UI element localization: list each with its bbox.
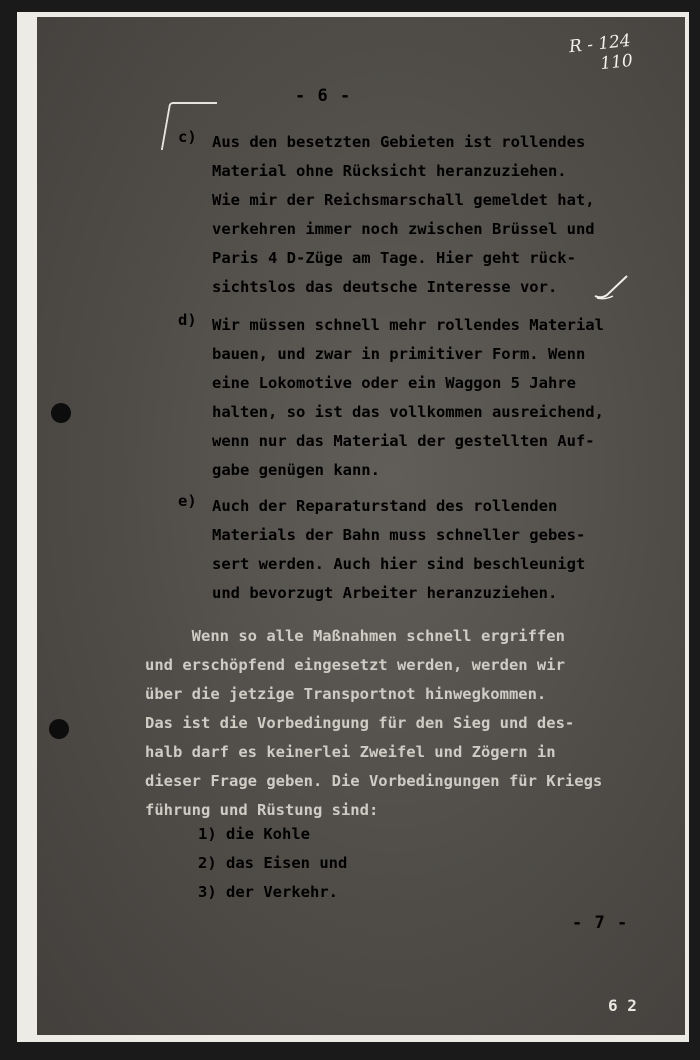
item-line: bauen, und zwar in primitiver Form. Wenn [212, 345, 586, 363]
handwritten-note-line-2: 110 [599, 50, 634, 75]
item-line: halten, so ist das vollkommen ausreichend, [212, 403, 604, 421]
item-letter: e) [178, 492, 197, 510]
paragraph-line: dieser Frage geben. Die Vorbedingungen für Kriegs [145, 772, 603, 790]
paragraph-line: und erschöpfend eingesetzt werden, werden wir [145, 656, 565, 674]
item-line: Wir müssen schnell mehr rollendes Material [212, 316, 604, 334]
closing-paragraph [145, 622, 675, 825]
list-item: 3) der Verkehr. [198, 883, 338, 901]
list-item: 1) die Kohle [198, 825, 310, 843]
item-line: sichtslos das deutsche Interesse vor. [212, 278, 558, 296]
paragraph-line: über die jetzige Transportnot hinwegkommen. [145, 685, 547, 703]
item-line: verkehren immer noch zwischen Brüssel und [212, 220, 595, 238]
item-line: Materials der Bahn muss schneller gebes- [212, 526, 586, 544]
paragraph-line: führung und Rüstung sind: [145, 801, 379, 819]
item-line: wenn nur das Material der gestellten Auf- [212, 432, 595, 450]
checkmark-icon [593, 274, 629, 300]
item-line: und bevorzugt Arbeiter heranzuziehen. [212, 584, 558, 602]
item-line: Material ohne Rücksicht heranzuziehen. [212, 162, 567, 180]
item-line: Auch der Reparaturstand des rollenden [212, 497, 558, 515]
item-line: gabe genügen kann. [212, 461, 380, 479]
paragraph-line: halb darf es keinerlei Zweifel und Zögern in [145, 743, 556, 761]
item-letter: d) [178, 311, 197, 329]
handwritten-note-line-1: R - 124 [568, 30, 632, 58]
stamp-number: 6 2 [608, 996, 637, 1015]
punch-hole-bottom [49, 719, 69, 739]
item-line: Aus den besetzten Gebieten ist rollendes [212, 133, 586, 151]
paragraph-line: Das ist die Vorbedingung für den Sieg und des- [145, 714, 575, 732]
item-line: Paris 4 D-Züge am Tage. Hier geht rück- [212, 249, 576, 267]
paragraph-line: Wenn so alle Maßnahmen schnell ergriffen [145, 627, 565, 645]
punch-hole-top [51, 403, 71, 423]
item-line: sert werden. Auch hier sind beschleunigt [212, 555, 586, 573]
page-number-bottom: - 7 - [572, 913, 629, 933]
item-line: eine Lokomotive oder ein Waggon 5 Jahre [212, 374, 576, 392]
item-line: Wie mir der Reichsmarschall gemeldet hat, [212, 191, 595, 209]
page-number-top: - 6 - [295, 86, 352, 106]
prerequisites-list [198, 820, 347, 907]
handwritten-note [568, 31, 634, 77]
list-item: 2) das Eisen und [198, 854, 348, 872]
item-letter: c) [178, 128, 197, 146]
